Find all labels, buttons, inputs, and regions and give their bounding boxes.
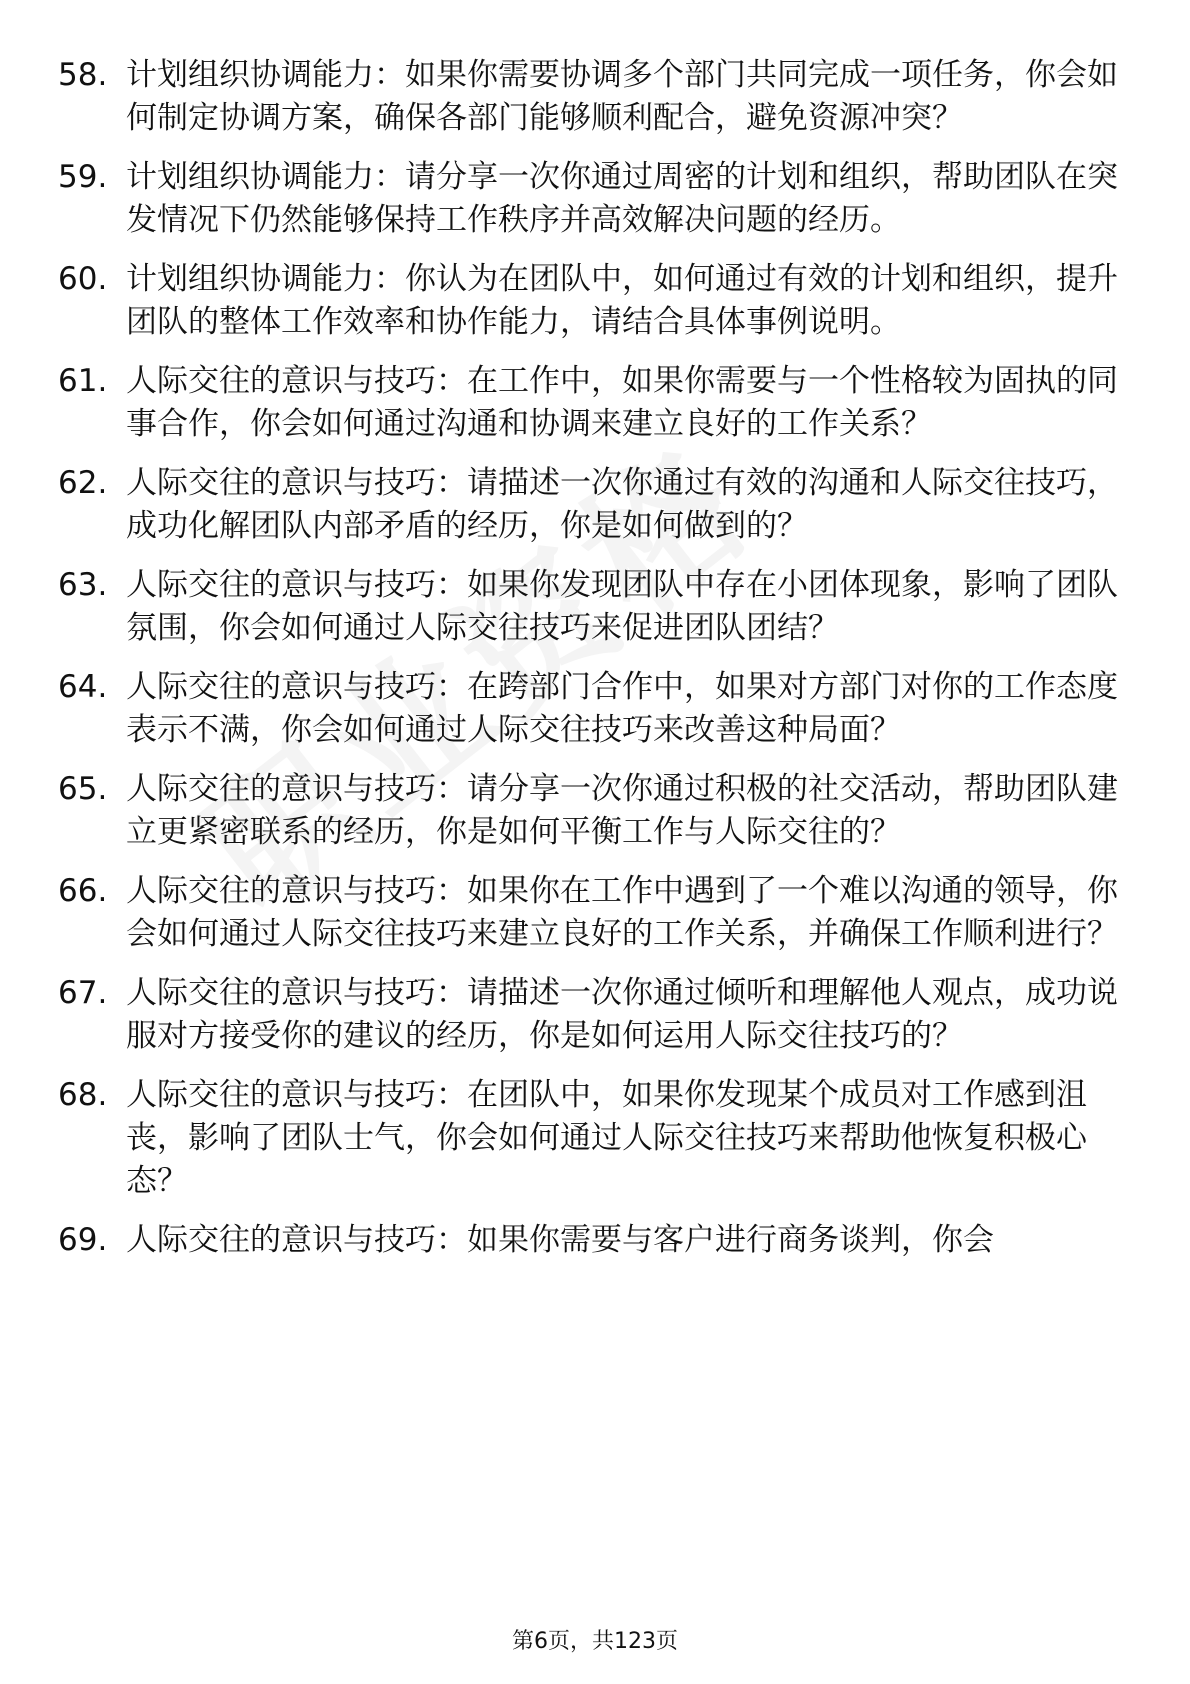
question-text: 人际交往的意识与技巧：如果你需要与客户进行商务谈判，你会 (126, 1222, 994, 1258)
question-number: 67. (58, 975, 108, 1011)
question-item (58, 768, 1120, 854)
question-text: 人际交往的意识与技巧：请描述一次你通过倾听和理解他人观点，成功说服对方接受你的建议的经历，你是如何运用人际交往技巧的？ (126, 975, 1118, 1054)
question-item (58, 156, 1120, 242)
question-number: 64. (58, 669, 108, 705)
question-number: 69. (58, 1222, 108, 1258)
question-number: 68. (58, 1077, 108, 1113)
question-item (58, 1219, 1120, 1262)
question-text: 人际交往的意识与技巧：在团队中，如果你发现某个成员对工作感到沮丧，影响了团队士气，你会如何通过人际交往技巧来帮助他恢复积极心态？ (126, 1077, 1087, 1199)
question-text: 计划组织协调能力：如果你需要协调多个部门共同完成一项任务，你会如何制定协调方案，确保各部门能够顺利配合，避免资源冲突？ (126, 57, 1118, 136)
question-number: 58. (58, 57, 108, 93)
question-text: 人际交往的意识与技巧：请描述一次你通过有效的沟通和人际交往技巧，成功化解团队内部矛盾的经历，你是如何做到的？ (126, 465, 1118, 544)
question-number: 61. (58, 363, 108, 399)
question-text: 人际交往的意识与技巧：如果你发现团队中存在小团体现象，影响了团队氛围，你会如何通过人际交往技巧来促进团队团结？ (126, 567, 1118, 646)
page-footer: 第6页，共123页 (512, 1629, 678, 1654)
question-number: 66. (58, 873, 108, 909)
question-number: 59. (58, 159, 108, 195)
question-list (58, 54, 1120, 1278)
question-text: 计划组织协调能力：请分享一次你通过周密的计划和组织，帮助团队在突发情况下仍然能够保持工作秩序并高效解决问题的经历。 (126, 159, 1118, 238)
question-text: 人际交往的意识与技巧：在跨部门合作中，如果对方部门对你的工作态度表示不满，你会如何通过人际交往技巧来改善这种局面？ (126, 669, 1118, 748)
question-item (58, 360, 1120, 446)
question-number: 65. (58, 771, 108, 807)
question-text: 计划组织协调能力：你认为在团队中，如何通过有效的计划和组织，提升团队的整体工作效率和协作能力，请结合具体事例说明。 (126, 261, 1118, 340)
question-item (58, 564, 1120, 650)
question-item (58, 258, 1120, 344)
question-text: 人际交往的意识与技巧：如果你在工作中遇到了一个难以沟通的领导，你会如何通过人际交往技巧来建立良好的工作关系，并确保工作顺利进行？ (126, 873, 1118, 952)
question-item (58, 54, 1120, 140)
question-item (58, 870, 1120, 956)
question-item (58, 666, 1120, 752)
question-item (58, 462, 1120, 548)
question-item (58, 972, 1120, 1058)
question-number: 62. (58, 465, 108, 501)
question-number: 63. (58, 567, 108, 603)
question-number: 60. (58, 261, 108, 297)
question-text: 人际交往的意识与技巧：请分享一次你通过积极的社交活动，帮助团队建立更紧密联系的经历，你是如何平衡工作与人际交往的？ (126, 771, 1118, 850)
question-text: 人际交往的意识与技巧：在工作中，如果你需要与一个性格较为固执的同事合作，你会如何通过沟通和协调来建立良好的工作关系？ (126, 363, 1118, 442)
question-item (58, 1074, 1120, 1203)
